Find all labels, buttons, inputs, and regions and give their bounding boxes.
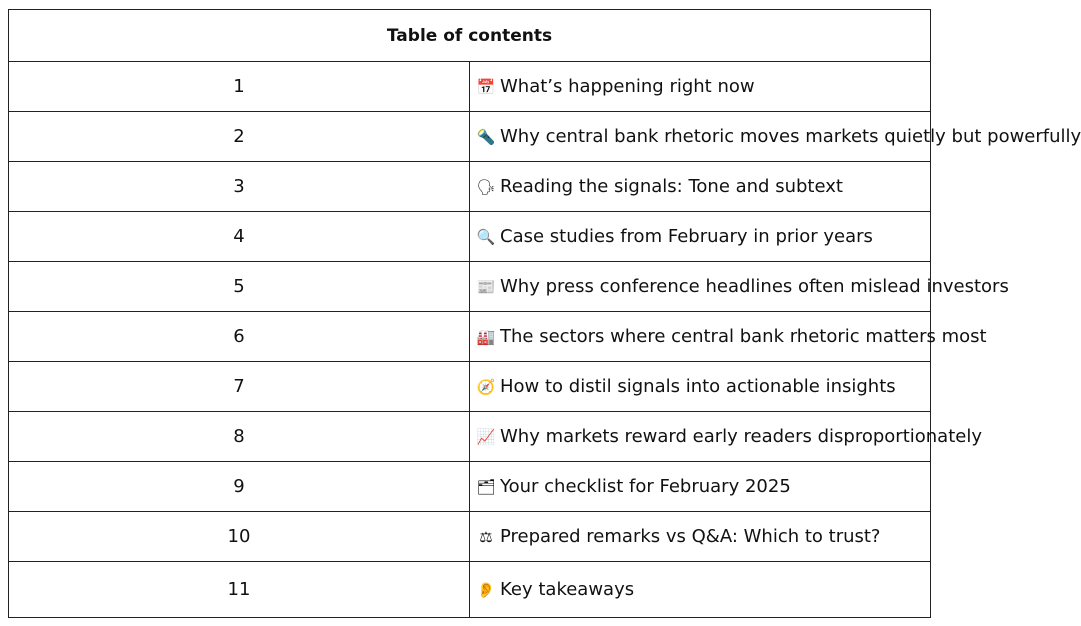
row-title: Why markets reward early readers disproportionately: [500, 426, 982, 447]
calendar-icon: 📅: [476, 78, 496, 96]
row-title-cell: [470, 562, 931, 618]
row-title: Your checklist for February 2025: [500, 476, 791, 497]
row-title-cell: [470, 462, 931, 512]
row-number: 9: [9, 462, 470, 512]
row-title-cell: [470, 312, 987, 362]
table-row: [9, 312, 931, 362]
row-number: 2: [9, 112, 470, 162]
row-title: Reading the signals: Tone and subtext: [500, 176, 843, 197]
row-number: 10: [9, 512, 470, 562]
row-number: 3: [9, 162, 470, 212]
row-number: 7: [9, 362, 470, 412]
row-title: How to distil signals into actionable insights: [500, 376, 896, 397]
row-title: What’s happening right now: [500, 76, 755, 97]
newspaper-icon: 📰: [476, 278, 496, 296]
row-title-cell: [470, 362, 931, 412]
row-title: Why press conference headlines often mislead investors: [500, 276, 1009, 297]
ear-icon: 👂: [476, 581, 496, 599]
row-number: 6: [9, 312, 470, 362]
magnifying-glass-icon: 🔍: [476, 228, 496, 246]
table-row: [9, 62, 931, 112]
row-title-cell: [470, 412, 982, 462]
table-row: [9, 112, 931, 162]
row-title-cell: [470, 112, 1081, 162]
factory-icon: 🏭: [476, 328, 496, 346]
row-title: Key takeaways: [500, 579, 635, 600]
compass-icon: 🧭: [476, 378, 496, 396]
row-title-cell: [470, 262, 1009, 312]
row-title-cell: [470, 162, 931, 212]
table-row: [9, 562, 931, 618]
row-title: Case studies from February in prior years: [500, 226, 873, 247]
row-number: 11: [9, 562, 470, 618]
table-row: [9, 462, 931, 512]
table-row: [9, 262, 931, 312]
row-number: 4: [9, 212, 470, 262]
balance-scale-icon: ⚖: [479, 528, 493, 546]
flashlight-icon: 🔦: [476, 128, 496, 146]
table-row: [9, 362, 931, 412]
row-number: 1: [9, 62, 470, 112]
table-row: [9, 412, 931, 462]
toc-header: Table of contents: [9, 10, 931, 62]
table-row: [9, 162, 931, 212]
toc-body: [9, 62, 1081, 618]
chart-increasing-icon: 📈: [476, 428, 496, 446]
row-title-cell: [470, 512, 931, 562]
row-number: 5: [9, 262, 470, 312]
row-title: The sectors where central bank rhetoric matters most: [500, 326, 987, 347]
row-title-cell: [470, 62, 931, 112]
table-row: [9, 212, 931, 262]
toc-header-row: [9, 10, 931, 62]
table-of-contents: [8, 9, 1081, 618]
row-number: 8: [9, 412, 470, 462]
folder-icon: 🗂: [476, 478, 496, 496]
row-title: Prepared remarks vs Q&A: Which to trust?: [500, 526, 881, 547]
row-title: Why central bank rhetoric moves markets quietly but powerfully: [500, 126, 1081, 147]
row-title-cell: [470, 212, 931, 262]
table-row: [9, 512, 931, 562]
speaking-head-icon: 🗣: [476, 178, 496, 196]
